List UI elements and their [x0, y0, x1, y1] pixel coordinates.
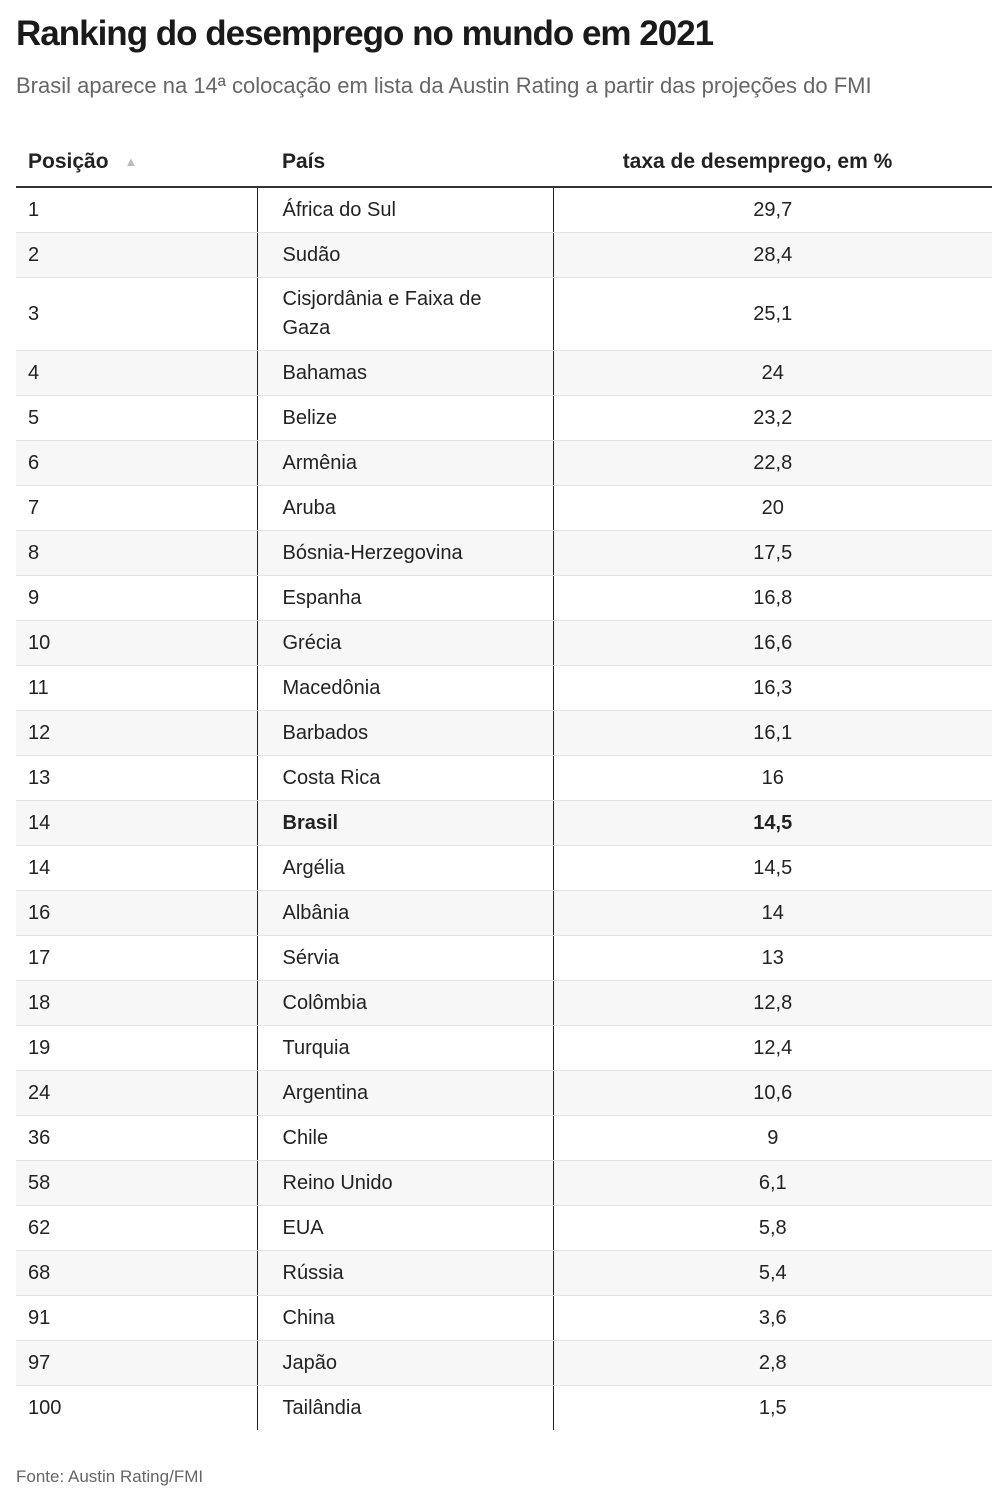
cell-pais: Aruba — [257, 486, 553, 531]
chart-title: Ranking do desemprego no mundo em 2021 — [16, 14, 714, 53]
cell-pais: China — [257, 1296, 553, 1341]
cell-pais: Reino Unido — [257, 1161, 553, 1206]
cell-pais: Macedônia — [257, 666, 553, 711]
cell-taxa: 16,8 — [553, 576, 992, 621]
table-row — [16, 711, 992, 756]
cell-pais: Colômbia — [257, 981, 553, 1026]
cell-posicao: 58 — [16, 1161, 257, 1206]
cell-posicao: 1 — [16, 187, 257, 233]
cell-taxa: 12,8 — [553, 981, 992, 1026]
table-row — [16, 187, 992, 233]
cell-posicao: 4 — [16, 351, 257, 396]
cell-pais: Cisjordânia e Faixa de Gaza — [257, 278, 553, 351]
ranking-table-container — [16, 137, 992, 1430]
cell-taxa: 25,1 — [553, 278, 992, 351]
cell-pais: Sérvia — [257, 936, 553, 981]
cell-pais: Costa Rica — [257, 756, 553, 801]
cell-taxa: 16,3 — [553, 666, 992, 711]
cell-pais: Barbados — [257, 711, 553, 756]
cell-pais: Espanha — [257, 576, 553, 621]
table-row — [16, 486, 992, 531]
cell-taxa: 28,4 — [553, 233, 992, 278]
ranking-table — [16, 137, 992, 1430]
cell-pais: Belize — [257, 396, 553, 441]
cell-posicao: 17 — [16, 936, 257, 981]
table-row — [16, 1341, 992, 1386]
source-note: Fonte: Austin Rating/FMI — [16, 1467, 204, 1486]
table-row — [16, 1116, 992, 1161]
cell-pais: Japão — [257, 1341, 553, 1386]
cell-pais: Argélia — [257, 846, 553, 891]
cell-pais: Bósnia-Herzegovina — [257, 531, 553, 576]
cell-posicao: 24 — [16, 1071, 257, 1116]
cell-taxa: 5,4 — [553, 1251, 992, 1296]
table-row — [16, 846, 992, 891]
cell-posicao: 6 — [16, 441, 257, 486]
cell-posicao: 8 — [16, 531, 257, 576]
cell-posicao: 16 — [16, 891, 257, 936]
table-row — [16, 1071, 992, 1116]
cell-taxa: 29,7 — [553, 187, 992, 233]
cell-posicao: 100 — [16, 1386, 257, 1431]
cell-taxa: 3,6 — [553, 1296, 992, 1341]
cell-pais: Sudão — [257, 233, 553, 278]
cell-taxa: 2,8 — [553, 1341, 992, 1386]
cell-taxa: 12,4 — [553, 1026, 992, 1071]
table-row — [16, 1161, 992, 1206]
column-header-pais-label: País — [282, 149, 326, 173]
table-row — [16, 981, 992, 1026]
column-header-taxa-label: taxa de desemprego, em % — [622, 149, 893, 173]
cell-pais: Argentina — [257, 1071, 553, 1116]
header-row — [16, 137, 992, 187]
cell-taxa: 14,5 — [553, 846, 992, 891]
cell-pais: Chile — [257, 1116, 553, 1161]
cell-pais: Bahamas — [257, 351, 553, 396]
cell-taxa: 24 — [553, 351, 992, 396]
cell-pais: EUA — [257, 1206, 553, 1251]
table-row — [16, 531, 992, 576]
cell-posicao: 36 — [16, 1116, 257, 1161]
cell-taxa: 22,8 — [553, 441, 992, 486]
cell-taxa: 5,8 — [553, 1206, 992, 1251]
cell-pais: Grécia — [257, 621, 553, 666]
table-header — [16, 137, 992, 187]
cell-taxa: 9 — [553, 1116, 992, 1161]
chart-subtitle: Brasil aparece na 14ª colocação em lista da Austin Rating a partir das projeções do FMI — [16, 73, 872, 98]
cell-pais: África do Sul — [257, 187, 553, 233]
table-row — [16, 891, 992, 936]
column-header-posicao[interactable] — [16, 137, 257, 187]
cell-taxa: 6,1 — [553, 1161, 992, 1206]
table-row — [16, 621, 992, 666]
column-header-posicao-label: Posição — [28, 149, 109, 173]
cell-posicao: 3 — [16, 278, 257, 351]
cell-taxa: 16,6 — [553, 621, 992, 666]
cell-posicao: 9 — [16, 576, 257, 621]
table-row — [16, 756, 992, 801]
table-row — [16, 576, 992, 621]
cell-taxa: 16 — [553, 756, 992, 801]
table-row — [16, 1296, 992, 1341]
cell-posicao: 19 — [16, 1026, 257, 1071]
cell-taxa: 23,2 — [553, 396, 992, 441]
cell-pais: Armênia — [257, 441, 553, 486]
cell-taxa: 14 — [553, 891, 992, 936]
cell-posicao: 13 — [16, 756, 257, 801]
table-row — [16, 1386, 992, 1431]
column-header-taxa[interactable] — [553, 137, 992, 187]
cell-taxa: 1,5 — [758, 1396, 787, 1419]
table-row — [16, 1251, 992, 1296]
cell-posicao: 18 — [16, 981, 257, 1026]
table-body — [16, 187, 992, 1430]
table-row — [16, 666, 992, 711]
cell-posicao: 62 — [16, 1206, 257, 1251]
cell-posicao: 14 — [16, 846, 257, 891]
table-row — [16, 936, 992, 981]
cell-taxa: 16,1 — [553, 711, 992, 756]
cell-posicao: 12 — [16, 711, 257, 756]
cell-posicao: 97 — [16, 1341, 257, 1386]
table-row — [16, 233, 992, 278]
cell-posicao: 11 — [16, 666, 257, 711]
cell-pais: Rússia — [257, 1251, 553, 1296]
cell-posicao: 10 — [16, 621, 257, 666]
cell-pais: Turquia — [257, 1026, 553, 1071]
cell-taxa: 17,5 — [553, 531, 992, 576]
table-row — [16, 1206, 992, 1251]
table-row — [16, 441, 992, 486]
table-row — [16, 278, 992, 351]
table-row — [16, 801, 992, 846]
cell-taxa: 10,6 — [553, 1071, 992, 1116]
cell-taxa: 14,5 — [553, 801, 992, 846]
cell-taxa: 20 — [553, 486, 992, 531]
cell-taxa: 13 — [553, 936, 992, 981]
cell-pais: Brasil — [257, 801, 553, 846]
cell-posicao: 14 — [16, 801, 257, 846]
cell-posicao: 91 — [16, 1296, 257, 1341]
table-row — [16, 396, 992, 441]
table-row — [16, 351, 992, 396]
cell-posicao: 2 — [16, 233, 257, 278]
cell-posicao: 7 — [16, 486, 257, 531]
table-row — [16, 1026, 992, 1071]
sort-ascending-icon[interactable]: ▲ — [124, 153, 138, 169]
cell-pais: Tailândia — [257, 1386, 553, 1431]
column-header-pais[interactable] — [257, 137, 553, 187]
cell-posicao: 68 — [16, 1251, 257, 1296]
cell-posicao: 5 — [16, 396, 257, 441]
cell-pais: Albânia — [257, 891, 553, 936]
